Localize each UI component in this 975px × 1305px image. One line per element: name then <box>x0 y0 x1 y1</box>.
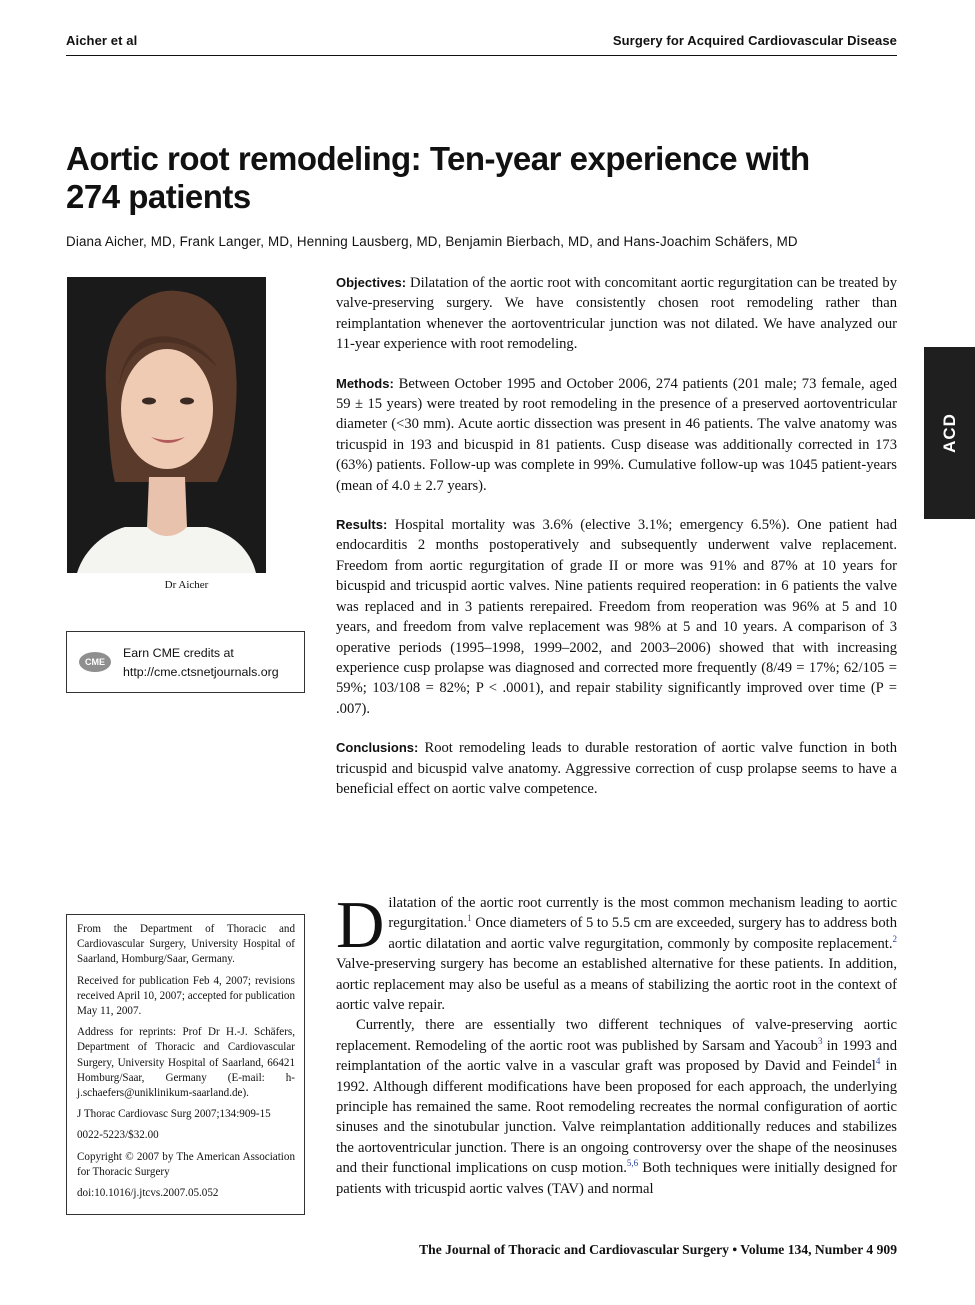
abstract <box>336 273 897 818</box>
affiliation-doi: doi:10.1016/j.jtcvs.2007.05.052 <box>77 1187 219 1200</box>
citation-link[interactable]: 4 <box>875 1056 881 1067</box>
header-divider <box>66 55 897 56</box>
body-paragraph-2 <box>336 1015 897 1199</box>
cme-line1: Earn CME credits at <box>123 646 234 660</box>
cme-box[interactable] <box>66 631 305 693</box>
author-portrait-image <box>67 277 266 573</box>
body-paragraph-1 <box>336 888 897 1015</box>
article-title: Aortic root remodeling: Ten-year experience with 274 patients <box>66 140 810 215</box>
body-p1-text: ilatation of the aortic root currently is the most common mechanism leading to aortic regurgitation. <box>388 895 897 932</box>
citation-link[interactable]: 1 <box>467 913 472 924</box>
body-p2-text: in 1992. Although different modifications have been proposed for each approach, the underlying principle has remained the same. Root remodeling recreates the normal configuration of aortic sinuses and the sinotubular junction. Valve reimplantation additionally reduces and stabilizes the aortoventricular junction. There is an ongoing controversy over the shape of the neosinuses and their functional implications on cusp motion. <box>336 1058 897 1177</box>
running-header-authors: Aicher et al <box>66 33 138 48</box>
body-p2-text: Both techniques were initially designed for patients with tricuspid aortic valves (TAV) and normal <box>336 1160 897 1197</box>
citation-link[interactable]: 3 <box>817 1035 823 1046</box>
running-header-section: Surgery for Acquired Cardiovascular Disease <box>612 33 897 48</box>
affiliation-address: Address for reprints: Prof Dr H.-J. Schäfers, Department of Thoracic and Cardiovascular Surgery, University Hospital of Saarland, 66421 Homburg/Saar, Germany (E-mail: h-j.schaefers@uniklinikum-saarland.de). <box>77 1026 295 1100</box>
affiliation-from: From the Department of Thoracic and Cardiovascular Surgery, University Hospital of Saarland, Homburg/Saar, Germany. <box>77 923 295 966</box>
results-text: Hospital mortality was 3.6% (elective 3.1%; emergency 6.5%). One patient had endocarditis 2 months postoperatively and subsequently underwent valve replacement. Freedom from aortic regurgitation of grade II or more was 91% and 87% at 10 years for bicuspid and tricuspid aortic valves. Nine patients required reoperation: in 6 patients the valve was replaced and in 3 patients rerepaired. Freedom from reoperation was 96% at 5 and 10 years, and freedom from valve replacement was 98% at 5 and 10 years. A comparison of 3 operative periods (1995–1998, 1999–2002, and 2003–2006) showed that with increasing experience cusp prolapse was diagnosed and corrected more frequently (8/49 = 17%; 62/105 = 59%; 103/108 = 82%; P < .0001), and repair stability significantly improved over time (P = .007). <box>336 517 897 717</box>
cme-url-link[interactable]: http://cme.ctsnetjournals.org <box>123 665 279 679</box>
affiliation-box <box>66 914 305 1215</box>
abstract-conclusions <box>336 738 897 799</box>
citation-link[interactable]: 5,6 <box>626 1158 639 1169</box>
page-footer: The Journal of Thoracic and Cardiovascular Surgery • Volume 134, Number 4 909 <box>419 1242 897 1257</box>
drop-cap: D <box>336 888 385 962</box>
conclusions-label: Conclusions: <box>336 740 419 756</box>
abstract-results <box>336 515 897 719</box>
photo-caption: Dr Aicher <box>164 579 209 591</box>
article-body <box>336 888 897 1199</box>
citation-link[interactable]: 2 <box>892 933 897 944</box>
body-p1-text: Valve-preserving surgery has become an established alternative for these patients. In addition, aortic replacement may also be useful as a means of stabilizing the aortic root in the context of aortic valve repair. <box>336 956 897 1014</box>
results-label: Results: <box>336 517 388 533</box>
author-photo <box>67 277 266 573</box>
methods-label: Methods: <box>336 375 394 391</box>
methods-text: Between October 1995 and October 2006, 274 patients (201 male; 73 female, aged 59 ± 15 years) were treated by root remodeling in the presence of a preserved aortoventricular diameter (<30 mm). Acute aortic dissection was present in 46 patients. The valve anatomy was tricuspid in 193 and bicuspid in 81 patients. Cusp disease was additionally corrected in 173 (63%) patients. Follow-up was complete in 99%. Cumulative follow-up was 1045 patient-years (mean of 4.0 ± 2.7 years). <box>336 375 897 494</box>
body-p2-text: in 1993 and reimplantation of the aortic valve in a vascular graft was proposed by David and Feindel <box>336 1037 897 1075</box>
affiliation-copyright: Copyright © 2007 by The American Association for Thoracic Surgery <box>77 1150 295 1178</box>
author-list: Diana Aicher, MD, Frank Langer, MD, Henning Lausberg, MD, Benjamin Bierbach, MD, and Hans-Joachim Schäfers, MD <box>66 234 798 249</box>
conclusions-text: Root remodeling leads to durable restoration of aortic valve function in both tricuspid and bicuspid valve anatomy. Aggressive correction of cusp prolapse seems to have a beneficial effect on aortic valve competence. <box>336 740 897 797</box>
objectives-text: Dilatation of the aortic root with concomitant aortic regurgitation can be treated by valve-preserving surgery. We have consistently chosen root remodeling rather than reimplantation whenever the aortoventricular junction was not dilated. We have analyzed our 11-year experience with root remodeling. <box>336 275 897 353</box>
body-p1-text: Once diameters of 5 to 5.5 cm are exceeded, surgery has to address both aortic dilatation and aortic valve regurgitation, commonly by composite replacement. <box>388 915 897 952</box>
affiliation-citation: J Thorac Cardiovasc Surg 2007;134:909-15 <box>77 1108 271 1121</box>
abstract-methods <box>336 374 897 496</box>
section-tab <box>924 347 975 519</box>
objectives-label: Objectives: <box>336 275 407 290</box>
body-p2-text: Currently, there are essentially two different techniques of valve-preserving aortic replacement. Remodeling of the aortic root was published by Sarsam and Yacoub <box>336 1017 897 1054</box>
affiliation-issn: 0022-5223/$32.00 <box>77 1129 159 1142</box>
cme-logo-icon: CME <box>79 652 111 672</box>
cme-text <box>123 644 279 682</box>
abstract-objectives <box>336 273 897 355</box>
affiliation-received: Received for publication Feb 4, 2007; revisions received April 10, 2007; accepted for publication May 11, 2007. <box>77 974 295 1018</box>
section-tab-label: ACD <box>939 413 959 453</box>
